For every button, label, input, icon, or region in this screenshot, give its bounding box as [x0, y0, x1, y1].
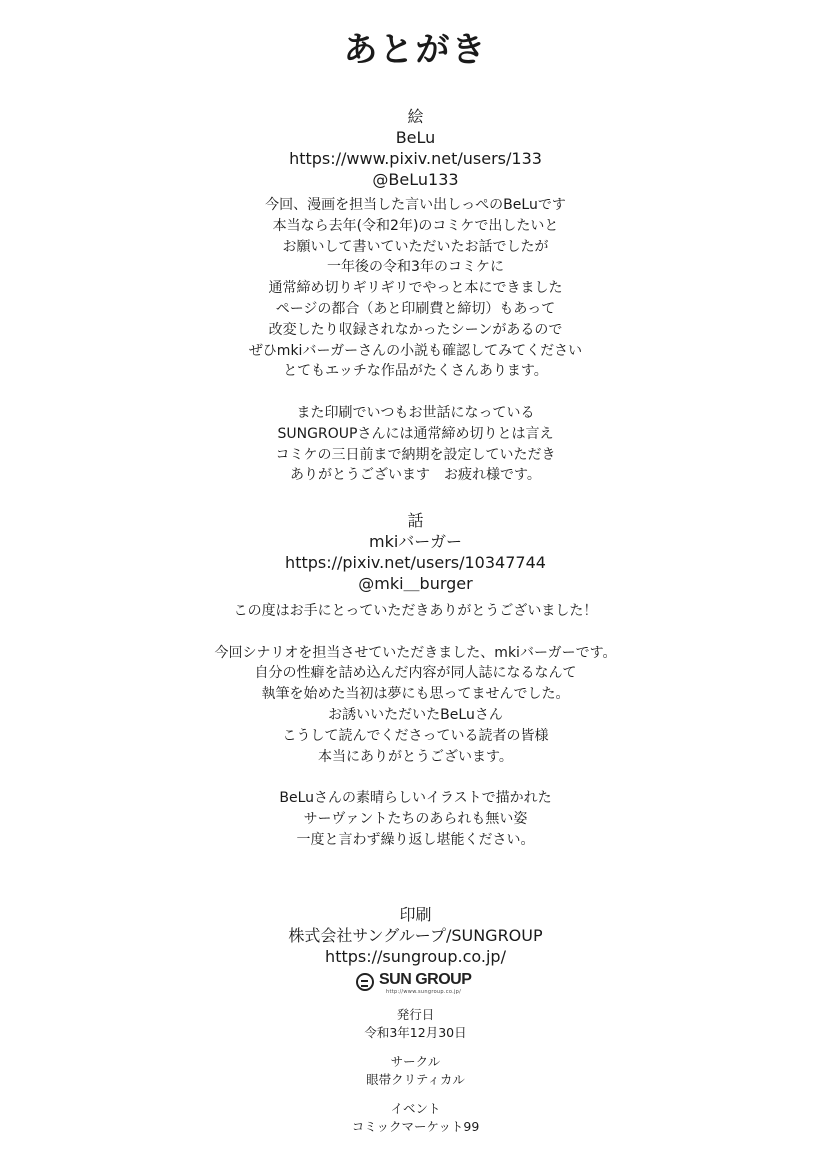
printing-role: 印刷 — [399, 905, 432, 924]
writer-url-link[interactable]: https://pixiv.net/users/10347744 — [285, 553, 546, 572]
artist-handle: @BeLu133 — [372, 170, 459, 189]
artist-url-link[interactable]: https://www.pixiv.net/users/133 — [289, 149, 542, 168]
writer-message-line: BeLuさんの素晴らしいイラストで描かれた — [279, 790, 552, 807]
writer-message-line: この度はお手にとっていただきありがとうございました！ — [233, 603, 598, 619]
sungroup-logo-text: SUN GROUP — [379, 971, 472, 988]
writer-message-line: 執筆を始めた当初は夢にも思ってませんでした。 — [261, 686, 570, 703]
colophon-event — [0, 1100, 831, 1136]
writer-role: 話 — [407, 511, 424, 530]
writer-message-line: 本当にありがとうございます。 — [318, 748, 513, 765]
artist-message-line: また印刷でいつもお世話になっている — [296, 404, 535, 421]
artist-message-line: 一年後の令和3年のコミケに — [327, 259, 504, 276]
artist-message-line: お願いして書いていただいたお話でしたが — [282, 238, 549, 255]
sungroup-logo — [356, 971, 476, 997]
writer-message-line — [0, 622, 831, 643]
sungroup-logo-url: http://www.sungroup.co.jp/ — [386, 989, 462, 995]
writer-name: mkiバーガー — [369, 532, 462, 551]
artist-message-line: 改変したり収録されなかったシーンがあるので — [268, 321, 563, 338]
artist-name: BeLu — [395, 128, 436, 147]
circle-value: 眼帯クリティカル — [366, 1072, 465, 1087]
circle-label: サークル — [390, 1054, 441, 1069]
artist-message-line: ぜひmkiバーガーさんの小説も確認してみてください — [248, 342, 583, 359]
printing-company: 株式会社サングループ/SUNGROUP — [288, 926, 543, 945]
artist-message-line: SUNGROUPさんには通常締め切りとは言え — [277, 425, 554, 442]
artist-message-line: ありがとうございます お疲れ様です。 — [290, 467, 541, 484]
artist-message — [0, 195, 831, 486]
page-title: あとがき — [343, 30, 488, 70]
artist-message-line: とてもエッチな作品がたくさんあります。 — [283, 363, 548, 380]
date-label: 発行日 — [396, 1007, 435, 1022]
event-value: コミックマーケット99 — [351, 1119, 480, 1134]
writer-message-line — [0, 767, 831, 788]
writer-message-line: 一度と言わず繰り返し堪能ください。 — [296, 831, 535, 848]
artist-message-line: コミケの三日前まで納期を設定していただき — [275, 446, 556, 463]
writer-message-line: 今回シナリオを担当させていただきました、mkiバーガーです。 — [214, 644, 617, 661]
writer-message-line: 自分の性癖を詰め込んだ内容が同人誌になるなんて — [254, 665, 577, 682]
artist-message-line — [0, 382, 831, 403]
colophon-circle — [0, 1053, 831, 1089]
sungroup-logo-icon — [356, 973, 374, 991]
writer-message — [0, 601, 831, 851]
date-value: 令和3年12月30日 — [364, 1025, 467, 1040]
writer-handle: @mki＿burger — [358, 574, 473, 593]
printing-credits — [0, 904, 831, 967]
artist-role: 絵 — [407, 107, 424, 126]
artist-credits — [0, 106, 831, 190]
writer-credits — [0, 510, 831, 594]
artist-message-line: 通常締め切りギリギリでやっと本にできました — [268, 280, 563, 297]
artist-message-line: 今回、漫画を担当した言い出しっぺのBeLuです — [265, 197, 566, 213]
event-label: イベント — [390, 1101, 441, 1116]
writer-message-line: お誘いいただいたBeLuさん — [328, 706, 503, 723]
writer-message-line: こうして読んでくださっている読者の皆様 — [282, 727, 549, 744]
artist-message-line: ページの都合（あと印刷費と締切）もあって — [275, 300, 556, 317]
writer-message-line: サーヴァントたちのあられも無い姿 — [303, 810, 528, 827]
printing-url-link[interactable]: https://sungroup.co.jp/ — [325, 947, 506, 966]
colophon-date — [0, 1006, 831, 1042]
artist-message-line: 本当なら去年(令和2年)のコミケで出したいと — [272, 217, 559, 234]
